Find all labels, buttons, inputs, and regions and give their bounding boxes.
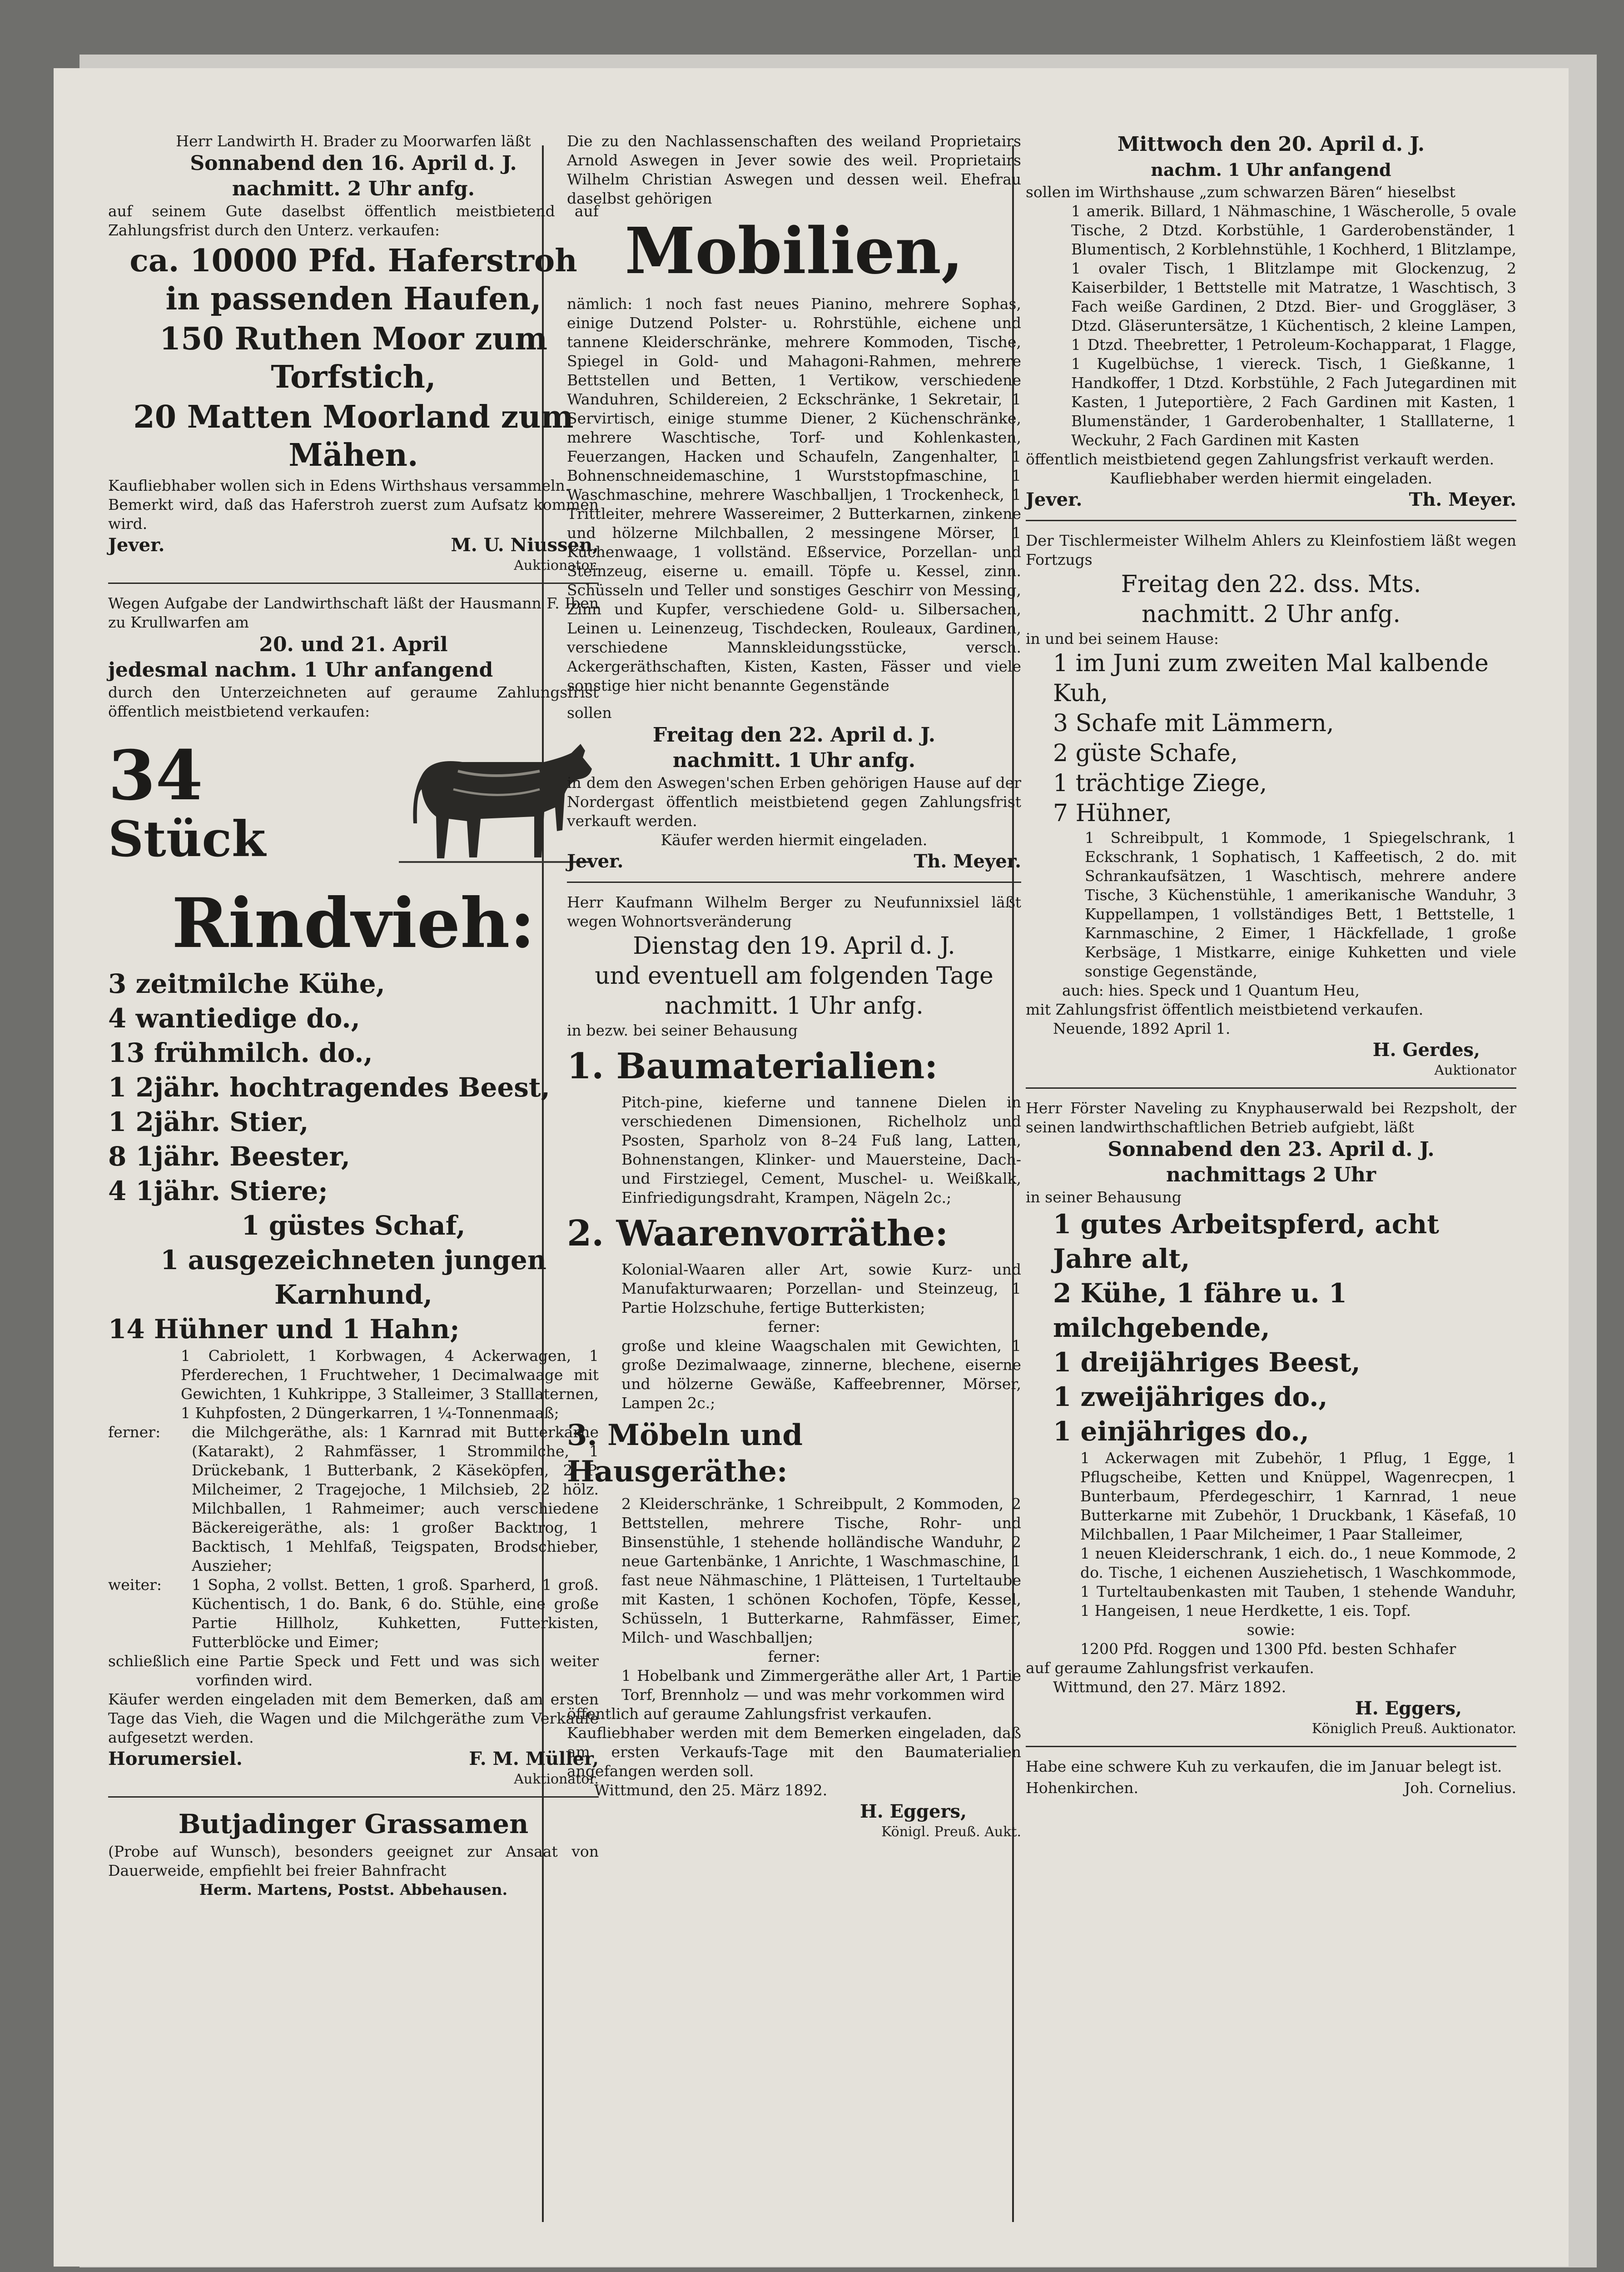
ad-text: 2 Kleiderschränke, 1 Schreibpult, 2 Kommoden, 2 Bettstellen, mehrere Tische, Rohr- und Binsenstühle, 1 stehende holländische Wanduhr, 2 neue Gartenbänke, 1 Anrichte, 1 Waschmaschine, 1 fast neue Nähmaschine, 1 Plätteisen, 1 Turteltaube mit Kasten, 1 schönen Kochofen, Töpfe, Kessel, Schüsseln, 1 Butterkarne, Rahmfässer, Eimer, Milch- und Waschballjen; [621,1495,1021,1646]
ad-text: 1 Cabriolett, 1 Korbwagen, 4 Ackerwagen, 1 Pferderechen, 1 Fruchtweher, 1 Decimalwaage mit Gewichten, 1 Kuhkrippe, 3 Stalleimer, 3 Stalllaternen, 1 Kuhpfosten, 2 Düngerkarren, 1 ¼-Tonnenmaaß; [181,1347,599,1422]
ad-time: nachm. 1 Uhr anfangend [1151,159,1391,180]
ad-item: 2 güste Schafe, [1053,740,1238,767]
ad-section-heading: 2. Waarenvorräthe: [567,1213,949,1254]
ad-item: 1 trächtige Ziege, [1053,770,1267,797]
ad-date: Freitag den 22. April d. J. [652,723,936,747]
ad-text: Pitch-pine, kieferne und tannene Dielen in verschiedenen Dimensionen, Richelholz und Psosten, Sparholz von 8–24 Fuß lang, Latten, Bohnenstangen, Klinker- und Mauersteine, Dach- und Firstziegel, Cement, Muschel- u. Weißkalk, Einfriedigungsdraht, Krampen, Nägeln 2c.; [621,1093,1021,1206]
ad-intro: Die zu den Nachlassenschaften des weiland Proprietairs Arnold Aswegen in Jever sowie des weil. Proprietairs Wilhelm Christian Aswegen und dessen weil. Ehefrau daselbst gehörigen [567,132,1021,207]
ad-date: Sonnabend den 23. April d. J. [1107,1138,1435,1161]
ad-text: Kaufliebhaber werden hiermit eingeladen. [1110,469,1432,487]
ad-time: nachmitt. 1 Uhr anfg. [672,749,916,772]
ad-item: 1 2jähr. hochtragendes Beest, [108,1072,550,1103]
ad-date: Mittwoch den 20. April d. J. [1117,133,1425,156]
ad-place: Horumersiel. [108,1748,243,1769]
ad-rindvieh [108,594,599,1798]
ad-time: nachmitt. 1 Uhr anfg. [665,992,924,1020]
column-right [1026,132,1516,1800]
cow-count [108,736,266,868]
ad-section-heading: 1. Baumaterialien: [567,1046,938,1087]
ad-time: jedesmal nachm. 1 Uhr anfangend [108,658,493,682]
ad-item: 1 gutes Arbeitspferd, acht Jahre alt, [1053,1209,1440,1274]
ad-date: 20. und 21. April [259,633,448,656]
newspaper-page [54,68,1569,2267]
ad-text: Kaufliebhaber werden mit dem Bemerken eingeladen, daß am ersten Verkaufs-Tage mit den Baumaterialien angefangen werden soll. [567,1724,1021,1780]
column-middle [567,132,1021,1841]
ad-text: 1 amerik. Billard, 1 Nähmaschine, 1 Wäscherolle, 5 ovale Tische, 2 Dtzd. Korbstühle, 1 Garderobenständer, 1 Blumentisch, 2 Korblehnstühle, 1 Kochherd, 1 Blitzlampe, 1 ovaler Tisch, 1 Blitzlampe mit Glockenzug, 2 Kaiserbilder, 1 Bettstelle mit Matratze, 1 Waschtisch, 3 Fach weiße Gardinen, 2 Dtzd. Bier- und Groggläser, 3 Dtzd. Gläseruntersätze, 1 Küchentisch, 2 kleine Lampen, 1 Dtzd. Theebretter, 1 Petroleum-Kochapparat, 1 Flagge, 1 Kugelbüchse, 1 viereck. Tisch, 1 Gießkanne, 1 Handkoffer, 1 Dtzd. Korbstühle, 2 Fach Jutegardinen mit Kasten, 1 Juteportière, 2 Fach Gardinen mit Kasten, 1 Blumenständer, 1 Garderobenhalter, 1 Stalllaterne, 1 Weckuhr, 2 Fach Gardinen mit Kasten [1071,202,1516,449]
ad-text: 1 Schreibpult, 1 Kommode, 1 Spiegelschrank, 1 Eckschrank, 1 Sophatisch, 1 Kaffeetisch, 2 do. mit Schrankaufsätzen, 1 Waschtisch, mehrere andere Tische, 3 Küchenstühle, 1 amerikanische Wanduhr, 3 Kuppellampen, 1 vollständiges Bett, 1 Bettstelle, 1 Karnmaschine, 2 Eimer, 1 Häckfellade, 1 große Kerbsäge, 1 Mistkarre, einige Kuhketten und viele sonstige Gegenstände, [1085,829,1516,980]
ad-text: ferner: [768,1648,820,1665]
ad-item: 1 güstes Schaf, [241,1210,466,1241]
ad-label: weiter: [108,1576,162,1594]
ad-headline-mobilien: Mobilien, [625,214,963,289]
ad-auctioneer: M. U. Niussen, [451,534,599,556]
ad-item: 14 Hühner und 1 Hahn; [108,1314,460,1345]
ad-item: 2 Kühe, 1 fähre u. 1 milchgebende, [1053,1278,1347,1343]
cow-stueck: Stück [108,811,266,868]
ad-signature [1026,1776,1516,1800]
ad-auctioneer: H. Eggers, [1355,1698,1462,1719]
ad-text: öffentlich auf geraume Zahlungsfrist verkaufen. [567,1705,932,1723]
ad-text: 1 neuen Kleiderschrank, 1 eich. do., 1 neue Kommode, 2 do. Tische, 1 eichenen Ausziehetisch, 1 Waschkommode, 1 Turteltaubenkasten mit Tauben, 1 stehende Wanduhr, 1 Hangeisen, 1 neue Herdkette, 1 eis. Topf. [1080,1545,1516,1619]
ad-text: auf geraume Zahlungsfrist verkaufen. [1026,1659,1314,1677]
ad-text: große und kleine Waagschalen mit Gewichten, 1 große Dezimalwaage, zinnerne, blechene, eiserne und hölzerne Gewäße, Kaffeebrenner, Mörser, Lampen 2c.; [621,1337,1021,1412]
ad-auctioneer: H. Gerdes, [1372,1039,1480,1061]
ad-intro: Wegen Aufgabe der Landwirthschaft läßt der Hausmann F. Iben zu Krullwarfen am [108,594,599,631]
ad-item: 1 zweijähriges do., [1053,1381,1328,1412]
ad-item: 13 frühmilch. do., [108,1037,373,1068]
ad-grassamen [108,1808,599,1899]
ad-role: Auktionator. [514,558,599,573]
ad-text: ferner: [768,1318,820,1335]
ad-text: die Milchgeräthe, als: 1 Karnrad mit Butterkarne (Katarakt), 2 Rahmfässer, 1 Strommilche, 1 Drückebank, 1 Butterbank, 2 Käseköpfen, 2 P. Milcheimer, 2 Tragejoche, 1 Milchsieb, 22 hölz. Milchballen, 1 Rahmeimer; auch verschiedene Bäckereigeräthe, als: 1 großer Backtrog, 1 Backtisch, 1 Mehlfaß, Teigspaten, Brodschieber, Auszieher; [192,1423,599,1574]
ad-text: 1 Hobelbank und Zimmergeräthe aller Art, 1 Partie Torf, Brennholz — und was mehr vorkommen wird [621,1667,1021,1704]
ad-place: Wittmund, den 25. März 1892. [594,1781,828,1799]
ad-intro: Herr Landwirth H. Brader zu Moorwarfen läßt [176,132,531,150]
ad-intro: Herr Förster Naveling zu Knyphauserwald bei Rezpsholt, der seinen landwirthschaftlichen Betrieb aufgiebt, läßt [1026,1099,1516,1136]
ad-item: 7 Hühner, [1053,800,1172,827]
ad-label: schließlich [108,1652,190,1670]
ad-place: Neuende, 1892 April 1. [1053,1020,1231,1037]
ad-signature [567,850,1021,873]
cow-number: 34 [108,736,203,816]
ad-text: 1200 Pfd. Roggen und 1300 Pfd. besten Schhafer [1080,1640,1456,1658]
ad-signature [108,1747,599,1771]
ad-labeled-list [108,1423,599,1575]
ad-item: 4 wantiedige do., [108,1003,360,1034]
ad-signature [108,533,599,557]
ad-auctioneer: Th. Meyer. [914,851,1021,872]
ad-intro: Herr Kaufmann Wilhelm Berger zu Neufunnixsiel läßt wegen Wohnortsveränderung [567,893,1021,930]
ad-item: 8 1jähr. Beester, [108,1141,350,1172]
ad-headline-rindvieh: Rindvieh: [172,883,535,963]
ad-text: sowie: [1247,1621,1296,1639]
ad-text: Käufer werden eingeladen mit dem Bemerken, daß am ersten Tage das Vieh, die Wagen und die Milchgeräthe zum Verkaufe aufgesetzt werden. [108,1690,599,1746]
ad-signature [1026,488,1516,512]
ad-place: Jever. [1026,489,1083,510]
ad-item: 1 dreijähriges Beest, [1053,1347,1361,1378]
ad-date: Dienstag den 19. April d. J. [633,932,955,960]
ad-time: nachmittags 2 Uhr [1166,1163,1376,1186]
ad-auctioneer: Th. Meyer. [1409,489,1516,510]
ad-role: Auktionator. [514,1771,599,1787]
ad-text: in und bei seinem Hause: [1026,630,1219,648]
ad-item: 3 zeitmilche Kühe, [108,968,385,999]
ad-text: Bemerkt wird, daß das Haferstroh zuerst zum Aufsatz kommen wird. [108,496,599,533]
ad-time: nachmitt. 2 Uhr anfg. [232,177,475,200]
ad-text: mit Zahlungsfrist öffentlich meistbietend verkaufen. [1026,1001,1424,1018]
cow-block [108,726,599,880]
ad-text: in dem den Aswegen'schen Erben gehörigen Hause auf der Nordergast öffentlich meistbietend gegen Zahlungsfrist verkauft werden. [567,774,1021,830]
ad-signature: Herm. Martens, Postst. Abbehausen. [199,1881,508,1898]
ad-labeled-list [108,1652,599,1690]
ad-date: und eventuell am folgenden Tage [595,962,993,990]
ad-text: nämlich: 1 noch fast neues Pianino, mehrere Sophas, einige Dutzend Polster- u. Rohrstühle, eichene und tannene Kleiderschränke, mehrere Kommoden, Tische, Spiegel in Gold- und Mahagoni-Rahmen, mehrere Bettstellen und Betten, 1 Vertikow, verschiedene Wanduhren, Schildereien, 2 Eckschränke, 1 Sekretair, 1 Servirtisch, einige stumme Diener, 2 Küchenschränke, mehrere Waschtische, Torf- und Kohlenkasten, Feuerzangen, Hacken und Schaufeln, Zangenhalter, 1 Bohnenschneidemaschine, 1 Wurststopfmaschine, 1 Waschmaschine, mehrere Waschballjen, 1 Trockenheck, 1 Trittleiter, mehrere Wassereimer, 2 Butterkarnen, zinkene und hölzerne Milchballen, 2 messingene Mörser, 1 Küchenwaage, 1 vollständ. Eßservice, Porzellan- und Steinzeug, eiserne u. emaill. Töpfe u. Kessel, zinn. Schüsseln und Teller und sonstiges Geschirr von Messing, Zinn und Kupfer, verschiedene Gold- u. Silbersachen, Leinen u. Leinenzeug, Tischdecken, Rouleaux, Gardinen, verschiedene Mannskleidungsstücke, versch. Ackergeräthschaften, Kisten, Kasten, Fässer und viele sonstige hier nicht benannte Gegenstände [567,295,1021,694]
ad-text: 1 Ackerwagen mit Zubehör, 1 Pflug, 1 Egge, 1 Pflugscheibe, Ketten und Knüppel, Wagenrecpen, 1 Bunterbaum, Pferdegeschirr, 1 Karnrad, 1 neue Butterkarne mit Zubehör, 1 Druckbank, 1 Käsefaß, 10 Milchballen, 1 Paar Milcheimer, 1 Paar Stalleimer, [1080,1449,1516,1543]
ad-role: Königl. Preuß. Aukt. [881,1824,1021,1840]
ad-section-heading: 3. Möbeln und Hausgeräthe: [567,1418,803,1489]
ad-headline: Butjadinger Grassamen [178,1809,529,1839]
ad-text: sollen im Wirthshause „zum schwarzen Bären“ hieselbst [1026,183,1455,201]
ad-text: Kaufliebhaber wollen sich in Edens Wirthshaus versammeln. [108,477,570,494]
ad-headline: 150 Ruthen Moor zum Torfstich, [159,321,548,395]
ad-date: Sonnabend den 16. April d. J. [190,152,517,175]
ad-item: 1 2jähr. Stier, [108,1106,309,1137]
ad-text: (Probe auf Wunsch), besonders geeignet zur Ansaat von Dauerweide, empfiehlt bei freier Bahnfracht [108,1843,599,1879]
ad-place: Wittmund, den 27. März 1892. [1053,1678,1286,1696]
ad-text: Käufer werden hiermit eingeladen. [661,831,928,849]
ad-intro: Der Tischlermeister Wilhelm Ahlers zu Kleinfostiem läßt wegen Fortzugs [1026,532,1516,568]
ad-text: eine Partie Speck und Fett und was sich weiter vorfinden wird. [196,1652,599,1689]
ad-auctioneer: H. Eggers, [859,1801,967,1822]
ad-text: öffentlich meistbietend gegen Zahlungsfrist verkauft werden. [1026,450,1495,468]
ad-text: sollen [567,704,612,722]
ad-item: 1 einjähriges do., [1053,1416,1309,1447]
ad-text: auf seinem Gute daselbst öffentlich meistbietend auf Zahlungsfrist durch den Unterz. verkaufen: [108,202,599,239]
ad-place: Hohenkirchen. [1026,1779,1139,1797]
ad-date: Freitag den 22. dss. Mts. [1121,571,1421,598]
ad-role: Königlich Preuß. Auktionator. [1311,1721,1516,1737]
ad-item: 1 ausgezeichneten jungen Karnhund, [160,1245,546,1310]
ad-mobilien [567,132,1021,883]
ad-headline: ca. 10000 Pfd. Haferstroh in passenden Haufen, [129,243,577,317]
ad-cornelius [1026,1757,1516,1800]
ad-auctioneer: F. M. Müller, [469,1748,599,1769]
ad-text: 1 Sopha, 2 vollst. Betten, 1 groß. Sparherd, 1 groß. Küchentisch, 1 do. Bank, 6 do. Stühle, eine große Partie Hillholz, Kuhketten, Futterkisten, Futterblöcke und Eimer; [192,1576,599,1651]
ad-text: in bezw. bei seiner Behausung [567,1021,798,1039]
ad-place: Jever. [567,851,624,872]
ad-text: Kolonial-Waaren aller Art, sowie Kurz- und Manufakturwaaren; Porzellan- und Steinzeug, 1 Partie Holzschuhe, fertige Butterkisten; [621,1261,1021,1316]
ad-text: in seiner Behausung [1026,1188,1182,1206]
ad-wirthshaus [1026,132,1516,521]
column-left [108,132,599,1899]
ad-baumaterialien [567,893,1021,1841]
ad-text: auch: hies. Speck und 1 Quantum Heu, [1062,982,1360,999]
ad-haferstroh [108,132,599,584]
ad-text: Habe eine schwere Kuh zu verkaufen, die im Januar belegt ist. [1026,1758,1502,1775]
ad-ahlers [1026,531,1516,1089]
ad-item: 1 im Juni zum zweiten Mal kalbende Kuh, [1053,650,1489,707]
ad-label: ferner: [108,1423,161,1441]
ad-naveling [1026,1099,1516,1747]
ad-place: Jever. [108,534,165,556]
ad-item: 3 Schafe mit Lämmern, [1053,710,1334,737]
ad-text: durch den Unterzeichneten auf geraume Zahlungsfrist öffentlich meistbietend verkaufen: [108,683,599,720]
ad-role: Auktionator [1434,1062,1516,1078]
ad-labeled-list [108,1575,599,1652]
ad-headline: 20 Matten Moorland zum Mähen. [133,399,574,473]
ad-auctioneer: Joh. Cornelius. [1404,1779,1516,1797]
ad-time: nachmitt. 2 Uhr anfg. [1142,601,1401,628]
ad-item: 4 1jähr. Stiere; [108,1176,328,1206]
